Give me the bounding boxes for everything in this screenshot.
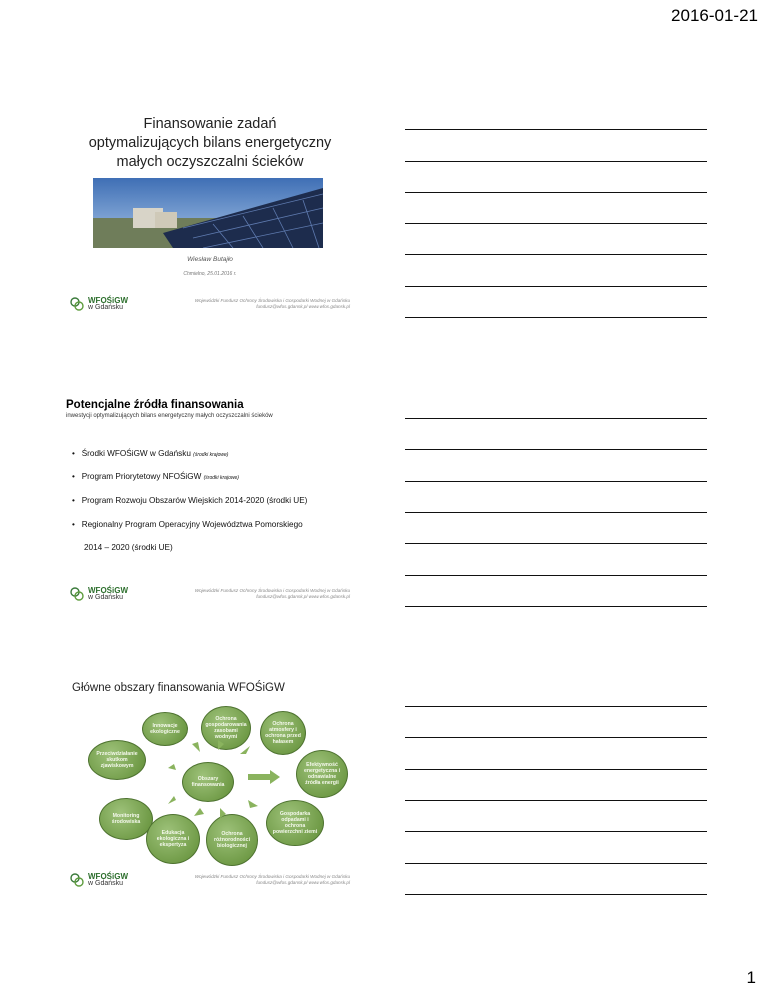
note-line — [405, 737, 707, 738]
node-innowacje: Innowacje ekologiczne — [142, 712, 188, 746]
leaf-logo-icon — [70, 587, 84, 601]
logo-name: WFOŚiGW — [88, 586, 128, 595]
node-gospodarka-odpadami: Gospodarka odpadami i ochrona powierzchni ziemi — [266, 800, 324, 846]
arrow-down-right — [248, 800, 258, 808]
slide3-footer-text — [100, 874, 350, 886]
bullet-1: • Środki WFOŚiGW w Gdańsku (środki krajowe) — [72, 449, 229, 458]
note-line — [405, 606, 707, 607]
slide1-footer-text — [100, 298, 350, 310]
note-line — [405, 706, 707, 707]
note-line — [405, 769, 707, 770]
slide3-heading: Główne obszary finansowania WFOŚiGW — [72, 682, 285, 694]
note-line — [405, 831, 707, 832]
slide1-author: Wiesław Butajło — [187, 256, 233, 263]
diagram-arrows — [140, 740, 340, 830]
footer-line1: Wojewódzki Fundusz Ochrony Środowiska i Gospodarki Wodnej w Gdańsku — [194, 588, 350, 593]
logo-sub: w Gdańsku — [88, 880, 124, 887]
note-line — [405, 894, 707, 895]
note-line — [405, 254, 707, 255]
arrow-up — [218, 740, 224, 750]
arrow-up-left — [192, 742, 200, 752]
note-line — [405, 481, 707, 482]
arrow-down-left — [168, 796, 176, 804]
bullet-3: • Program Rozwoju Obszarów Wiejskich 2014-2020 (środki UE) — [72, 496, 308, 505]
note-line — [405, 800, 707, 801]
slide1-title-line1: Finansowanie zadań — [143, 116, 277, 132]
footer-line2: fundusz@wfos.gdansk.pl www.wfos.gdansk.pl — [256, 594, 350, 599]
header-date: 2016-01-21 — [671, 6, 758, 25]
bullet-4-continued: 2014 – 2020 (środki UE) — [84, 543, 173, 552]
slide2-heading: Potencjalne źródła finansowania — [66, 399, 244, 411]
note-line — [405, 317, 707, 318]
logo-sub: w Gdańsku — [88, 304, 124, 311]
note-line — [405, 286, 707, 287]
footer-line1: Wojewódzki Fundusz Ochrony Środowiska i Gospodarki Wodnej w Gdańsku — [194, 874, 350, 879]
node-edukacja: Edukacja ekologiczna i ekspertyza — [146, 814, 200, 864]
leaf-logo-icon — [70, 873, 84, 887]
page-number: 1 — [746, 968, 756, 987]
solar-panels-photo — [93, 178, 323, 248]
node-ochrona-atmosfery: Ochrona atmosfery i ochrona przed hałasem — [260, 711, 306, 755]
logo-name: WFOŚiGW — [88, 296, 128, 305]
logo-sub: w Gdańsku — [88, 594, 124, 601]
node-roznorodnosc: Ochrona różnorodności biologicznej — [206, 814, 258, 866]
note-line — [405, 543, 707, 544]
note-line — [405, 418, 707, 419]
note-line — [405, 512, 707, 513]
node-przeciwdzialanie: Przeciwdziałanie skutkom zjawiskowym — [88, 740, 146, 780]
slide1-date: Chmielno, 25.01.2016 r. — [183, 271, 237, 277]
note-line — [405, 192, 707, 193]
arrow-right — [248, 770, 280, 784]
note-line — [405, 161, 707, 162]
logo-name: WFOŚiGW — [88, 872, 128, 881]
slide2-footer-text — [100, 588, 350, 600]
slide1-title — [0, 115, 420, 172]
slide1-title-line2: optymalizujących bilans energetyczny — [88, 135, 332, 151]
note-line — [405, 575, 707, 576]
note-line — [405, 129, 707, 130]
arrow-down — [220, 808, 226, 818]
bullet-4: • Regionalny Program Operacyjny Województwa Pomorskiego — [72, 520, 303, 529]
bullet-2: • Program Priorytetowy NFOŚiGW (środki krajowe) — [72, 472, 239, 481]
note-line — [405, 863, 707, 864]
footer-line2: fundusz@wfos.gdansk.pl www.wfos.gdansk.pl — [256, 304, 350, 309]
arrow-down-left-2 — [194, 808, 204, 816]
note-line — [405, 223, 707, 224]
node-center: Obszary finansowania — [182, 762, 234, 802]
footer-line1: Wojewódzki Fundusz Ochrony Środowiska i Gospodarki Wodnej w Gdańsku — [194, 298, 350, 303]
leaf-logo-icon — [70, 297, 84, 311]
note-line — [405, 449, 707, 450]
arrow-up-right — [240, 746, 250, 754]
footer-line2: fundusz@wfos.gdansk.pl www.wfos.gdansk.pl — [256, 880, 350, 885]
node-efektywnosc: Efektywność energetyczna i odnawialne źródła energii — [296, 750, 348, 798]
slide1-title-line3: małych oczyszczalni ścieków — [116, 154, 304, 170]
arrow-left — [168, 764, 176, 770]
node-ochrona-wod: Ochrona gospodarowania zasobami wodnymi — [201, 706, 251, 750]
node-monitoring: Monitoring środowiska — [99, 798, 153, 840]
slide2-subheading: inwestycji optymalizujących bilans energetyczny małych oczyszczalni ścieków — [66, 413, 273, 419]
